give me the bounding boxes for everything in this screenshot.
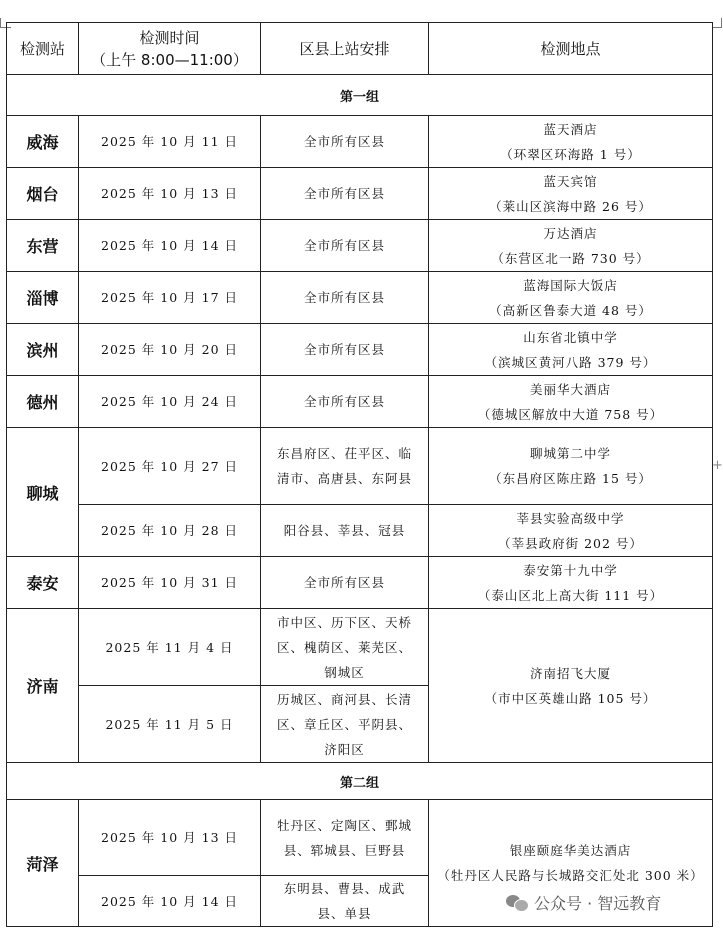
test-date: 2025 年 10 月 14 日 (79, 220, 261, 272)
venue-address: （东昌府区陈庄路 15 号） (489, 471, 652, 486)
page-corner-mark-right (712, 18, 722, 28)
test-date: 2025 年 10 月 17 日 (79, 272, 261, 324)
test-location (429, 168, 713, 220)
group-row-1 (7, 75, 713, 116)
table-row (7, 800, 713, 876)
schedule-table (6, 22, 713, 927)
test-location (429, 557, 713, 609)
station-name: 德州 (7, 376, 79, 428)
test-date: 2025 年 10 月 24 日 (79, 376, 261, 428)
venue-name: 泰安第十九中学 (523, 562, 618, 578)
venue-address: （滨城区黄河八路 379 号） (484, 354, 657, 370)
district-arrangement: 牡丹区、定陶区、鄄城县、郓城县、巨野县 (261, 800, 429, 876)
district-arrangement: 全市所有区县 (261, 272, 429, 324)
venue-name: 蓝天宾馆 (543, 173, 598, 189)
watermark-text: 公众号 · 智远教育 (534, 893, 662, 913)
district-arrangement: 阳谷县、莘县、冠县 (261, 505, 429, 557)
test-date: 2025 年 10 月 13 日 (79, 800, 261, 876)
venue-address: （环翠区环海路 1 号） (500, 146, 641, 162)
table-row (7, 609, 713, 686)
station-name: 聊城 (7, 428, 79, 557)
district-arrangement: 全市所有区县 (261, 168, 429, 220)
venue-name: 银座颐庭华美达酒店 (509, 843, 632, 858)
venue-address: （高新区鲁泰大道 48 号） (489, 302, 652, 318)
header-time-title: 检测时间 (139, 28, 200, 47)
test-location (429, 376, 713, 428)
venue-name: 济南招飞大厦 (529, 665, 611, 681)
test-location (429, 505, 713, 557)
test-location (429, 272, 713, 324)
header-station: 检测站 (7, 23, 79, 75)
station-name: 菏泽 (7, 800, 79, 927)
venue-address: （泰山区北上高大街 111 号） (477, 587, 664, 603)
district-arrangement: 全市所有区县 (261, 557, 429, 609)
test-date: 2025 年 10 月 14 日 (79, 876, 261, 927)
header-row (7, 23, 713, 75)
group-1-label: 第一组 (7, 75, 713, 116)
venue-address: （莘县政府街 202 号） (498, 535, 643, 551)
venue-name: 聊城第二中学 (529, 446, 611, 461)
test-date: 2025 年 10 月 20 日 (79, 324, 261, 376)
station-name: 泰安 (7, 557, 79, 609)
station-name: 滨州 (7, 324, 79, 376)
station-name: 东营 (7, 220, 79, 272)
test-date: 2025 年 10 月 31 日 (79, 557, 261, 609)
table-row (7, 557, 713, 609)
add-column-handle[interactable]: + (712, 458, 723, 473)
test-date: 2025 年 10 月 28 日 (79, 505, 261, 557)
test-date: 2025 年 10 月 13 日 (79, 168, 261, 220)
test-date: 2025 年 10 月 11 日 (79, 116, 261, 168)
district-arrangement: 市中区、历下区、天桥区、槐荫区、莱芜区、钢城区 (261, 609, 429, 686)
wechat-icon (506, 894, 528, 910)
test-location (429, 116, 713, 168)
table-row (7, 505, 713, 557)
station-name: 淄博 (7, 272, 79, 324)
table-row (7, 376, 713, 428)
header-time-hours: （上午 8:00—11:00） (91, 50, 248, 69)
test-location (429, 428, 713, 505)
table-row (7, 324, 713, 376)
test-date: 2025 年 11 月 5 日 (79, 686, 261, 763)
table-row (7, 116, 713, 168)
venue-name: 蓝天酒店 (543, 121, 598, 137)
test-location (429, 324, 713, 376)
district-arrangement: 全市所有区县 (261, 116, 429, 168)
station-name: 济南 (7, 609, 79, 763)
header-time (79, 23, 261, 75)
table-row (7, 220, 713, 272)
venue-name: 美丽华大酒店 (529, 381, 611, 397)
table-row (7, 272, 713, 324)
venue-address: （莱山区滨海中路 26 号） (489, 198, 652, 214)
district-arrangement: 东明县、曹县、成武县、单县 (261, 876, 429, 927)
venue-address: （市中区英雄山路 105 号） (484, 690, 657, 706)
header-location: 检测地点 (429, 23, 713, 75)
venue-name: 山东省北镇中学 (523, 329, 618, 345)
header-district: 区县上站安排 (261, 23, 429, 75)
test-location (429, 609, 713, 763)
station-name: 威海 (7, 116, 79, 168)
district-arrangement: 全市所有区县 (261, 324, 429, 376)
district-arrangement: 全市所有区县 (261, 220, 429, 272)
table-row (7, 168, 713, 220)
venue-name: 莘县实验高级中学 (516, 510, 625, 526)
venue-address: （东营区北一路 730 号） (491, 250, 650, 266)
group-2-label: 第二组 (7, 763, 713, 800)
test-date: 2025 年 10 月 27 日 (79, 428, 261, 505)
group-row-2 (7, 763, 713, 800)
district-arrangement: 东昌府区、茌平区、临清市、高唐县、东阿县 (261, 428, 429, 505)
test-date: 2025 年 11 月 4 日 (79, 609, 261, 686)
district-arrangement: 历城区、商河县、长清区、章丘区、平阴县、济阳区 (261, 686, 429, 763)
venue-name: 万达酒店 (543, 225, 598, 241)
test-location (429, 220, 713, 272)
table-row (7, 428, 713, 505)
watermark (506, 889, 661, 915)
station-name: 烟台 (7, 168, 79, 220)
district-arrangement: 全市所有区县 (261, 376, 429, 428)
venue-address: （德城区解放中大道 758 号） (477, 406, 664, 422)
venue-name: 蓝海国际大饭店 (523, 277, 618, 293)
venue-address: （牡丹区人民路与长城路交汇处北 300 米） (437, 868, 704, 883)
